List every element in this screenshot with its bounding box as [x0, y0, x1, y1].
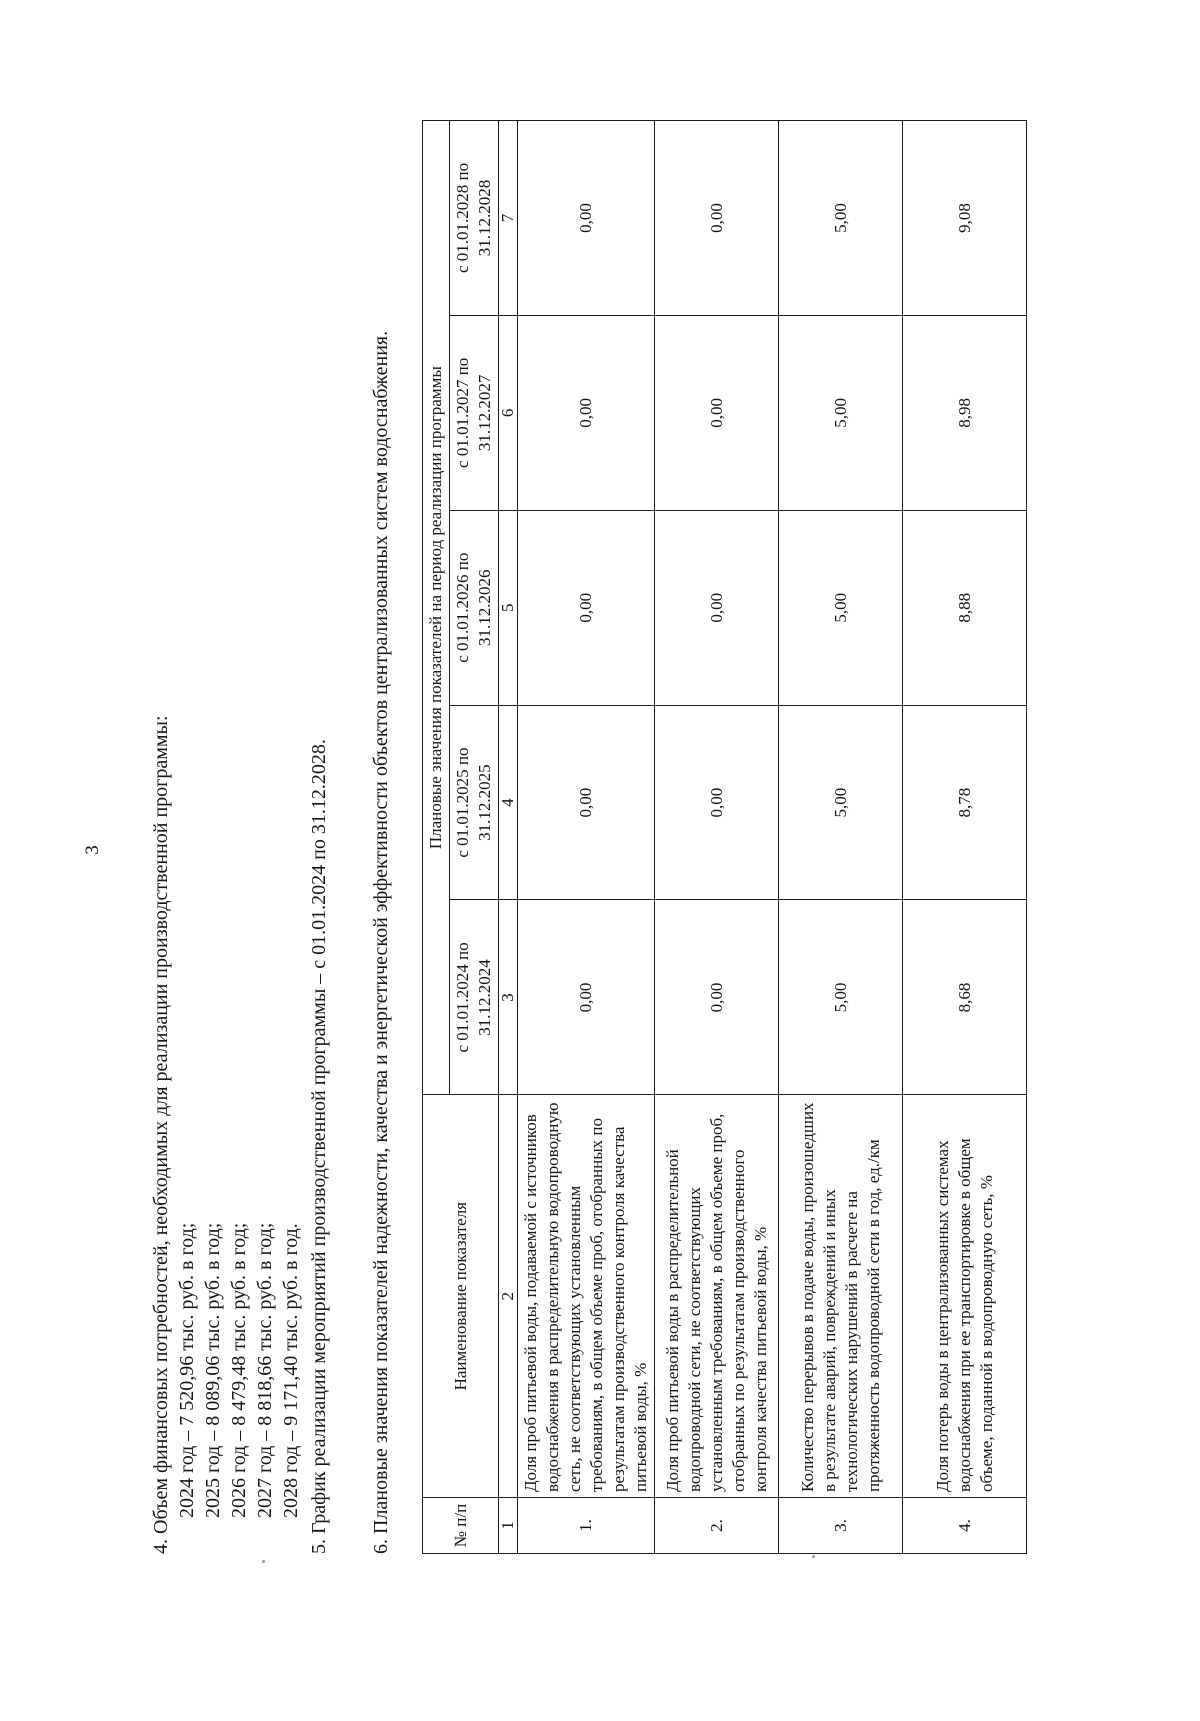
- financing-year-2027: 2027 год – 8 818,66 тыс. руб. в год;: [254, 1222, 276, 1518]
- table-row: [655, 121, 779, 1554]
- value-2024: 0,00: [655, 900, 779, 1095]
- value-2027: 5,00: [779, 315, 903, 510]
- column-index: 1: [499, 1498, 518, 1554]
- value-2024: 8,68: [903, 900, 1027, 1095]
- financing-year-2024: 2024 год – 7 520,96 тыс. руб. в год;: [176, 1222, 198, 1518]
- indicator-name: Доля потерь воды в централизованных системах водоснабжения при ее транспортировке в общем объеме, поданной в водопроводную сеть, %: [903, 1095, 1027, 1498]
- indicator-name: Количество перерывов в подаче воды, произошедших в результате аварий, повреждений и иных технологических нарушений в расчете на протяженность водопроводной сети в год, ед./км: [779, 1095, 903, 1498]
- value-2025: 5,00: [779, 705, 903, 900]
- value-2027: 0,00: [655, 315, 779, 510]
- value-2027: 0,00: [518, 315, 655, 510]
- value-2026: 5,00: [779, 510, 903, 705]
- column-index: 7: [499, 121, 518, 316]
- page-number: 3: [82, 845, 103, 855]
- header-period-2024: с 01.01.2024 по 31.12.2024: [450, 900, 499, 1095]
- section-5-schedule: 5. График реализации мероприятий производственной программы – с 01.01.2024 по 31.12.2028.: [308, 739, 330, 1554]
- value-2025: 0,00: [655, 705, 779, 900]
- column-index-row: [499, 121, 518, 1554]
- financing-year-2025: 2025 год – 8 089,06 тыс. руб. в год;: [202, 1222, 224, 1518]
- header-name: Наименование показателя: [423, 1095, 499, 1498]
- header-period-2028: с 01.01.2028 по 31.12.2028: [450, 121, 499, 316]
- financing-year-2028: 2028 год – 9 171,40 тыс. руб. в год.: [280, 1223, 302, 1518]
- scan-speck: [812, 1555, 815, 1558]
- table-row: [903, 121, 1027, 1554]
- value-2026: 8,88: [903, 510, 1027, 705]
- row-number: 4.: [903, 1498, 1027, 1554]
- row-number: 3.: [779, 1498, 903, 1554]
- value-2024: 5,00: [779, 900, 903, 1095]
- row-number: 1.: [518, 1498, 655, 1554]
- row-number: 2.: [655, 1498, 779, 1554]
- value-2028: 0,00: [518, 121, 655, 316]
- column-index: 2: [499, 1095, 518, 1498]
- section-6-heading: 6. Плановые значения показателей надежности, качества и энергетической эффективности объектов централизованных систем водоснабжения.: [370, 330, 392, 1554]
- financing-year-list: [174, 120, 304, 1554]
- column-index: 3: [499, 900, 518, 1095]
- indicator-name: Доля проб питьевой воды в распределительной водопроводной сети, не соответствующих установленным требованиям, в общем объеме проб, отобранных по результатам производственного контроля качества питьевой воды, %: [655, 1095, 779, 1498]
- value-2028: 9,08: [903, 121, 1027, 316]
- value-2024: 0,00: [518, 900, 655, 1095]
- value-2028: 5,00: [779, 121, 903, 316]
- value-2026: 0,00: [518, 510, 655, 705]
- column-index: 5: [499, 510, 518, 705]
- value-2025: 8,78: [903, 705, 1027, 900]
- value-2027: 8,98: [903, 315, 1027, 510]
- section-4-heading: 4. Объем финансовых потребностей, необходимых для реализации производственной программы:: [150, 715, 172, 1554]
- indicator-name: Доля проб питьевой воды, подаваемой с источников водоснабжения в распределительную водопроводную сеть, не соответствующих установленным требованиям, в общем объеме проб, отобранных по результатам производственного контроля качества питьевой воды, %: [518, 1095, 655, 1498]
- header-num: № п/п: [423, 1498, 499, 1554]
- column-index: 4: [499, 705, 518, 900]
- indicators-table: [422, 120, 1027, 1554]
- section-4-financing: [148, 120, 304, 1554]
- header-period-2027: с 01.01.2027 по 31.12.2027: [450, 315, 499, 510]
- column-index: 6: [499, 315, 518, 510]
- header-period-2026: с 01.01.2026 по 31.12.2026: [450, 510, 499, 705]
- header-period-2025: с 01.01.2025 по 31.12.2025: [450, 705, 499, 900]
- value-2028: 0,00: [655, 121, 779, 316]
- rotated-page: [70, 110, 1080, 1590]
- value-2026: 0,00: [655, 510, 779, 705]
- header-planned-group: Плановые значения показателей на период реализации программы: [423, 121, 450, 1095]
- value-2025: 0,00: [518, 705, 655, 900]
- scan-speck: [262, 1560, 265, 1563]
- table-row: [779, 121, 903, 1554]
- financing-year-2026: 2026 год – 8 479,48 тыс. руб. в год;: [228, 1222, 250, 1518]
- table-row: [518, 121, 655, 1554]
